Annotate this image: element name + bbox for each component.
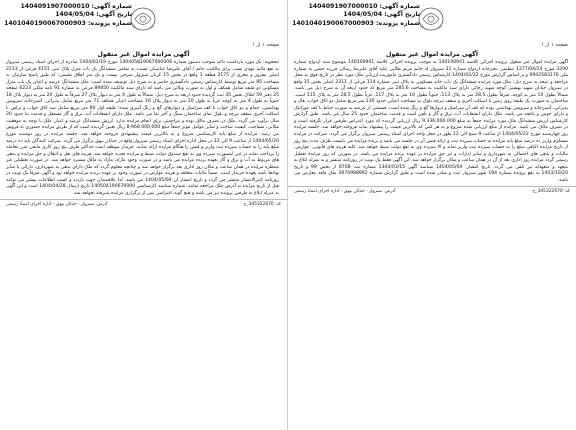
page-number: صفحه ۱ از ۱ [252, 42, 279, 48]
notice-date: تاریخ آگهی: 1404/05/04 [55, 11, 132, 19]
emblem-seal-icon [126, 4, 160, 34]
page-header [288, 0, 576, 48]
notice-metadata [4, 3, 132, 28]
notice-number: شماره آگهی: 1404091907000010 [308, 3, 420, 10]
notice-number: شماره آگهی: 1404091907000010 [20, 3, 132, 10]
page-number: صفحه ۱ از ۱ [541, 42, 568, 48]
notice-title: آگهی مزایده اموال غیر منقول [385, 51, 478, 58]
notice-date: تاریخ آگهی: 1404/05/04 [343, 11, 420, 19]
emblem-seal-icon [414, 4, 448, 34]
notice-metadata [292, 3, 420, 28]
page-footer [288, 186, 576, 195]
case-number: شماره پرونده: 1401040190067000903 [292, 19, 420, 27]
footer-address: آدرس: سبزوار - خیابان بیهق - اداره اجرای اسناد رسمی [6, 202, 108, 208]
notice-body: آگهی مزایده اموال غیر منقول پرونده اجرائی کلاسه 140100941 به موجب پرونده اجرائی کلاسه 140100941 موضوع سند ازدواج شماره 3290 مورخ 1377/04/24 تنظیمی دفترخانه ازدواج شماره 31 سبزوار له خانم مریم طالبی علیه آقای علیرضا رضائی فرزند حسن به شماره ملی 0942583176 و بر اساس گزارش مورخ 1404/02/22 کارشناس رسمی دادگستری ماموریت ارزیابی ملک مورد نظر در تاریخ فوق به محل مراجعه و نتیجه به شرح ذیل: ملک مورد مزایده ششدانگ یک باب خانه مسکونی به پلاک ثبتی شماره 114 فرعی از 2311 اصلی بخش 15 واقع در سبزوار خیابان شهید بهشتی کوچه شهید رجائی دارای سند مالکیت به مساحت 285.6 متر مربع که حدود اربعه آن به شرح ذیل می باشد: شمالاً بطول 10 متر به کوچه، شرقاً بطول 28.5 متر به پلاک 113، جنوباً بطول 10 متر به پلاک 117، غرباً بطول 28.5 متر به پلاک 115 است. ساختمان به صورت یک طبقه روی زمین با اسکلت آجری و سقف تیرچه بلوک به مساحت اعیانی حدود 130 متر مربع شامل دو اتاق خواب، هال و پذیرایی، آشپزخانه و سرویس بهداشتی بوده که کف آن سرامیک و دیوارها گچ و رنگ شده است. قسمتی از عرصه به صورت حیاط با کف موزائیک و دارای حوض و باغچه می باشد. ملک دارای انشعابات آب، برق و گاز و تلفن است و قدمت ساختمان حدود 25 سال می باشد. طبق گزارش کارشناس ارزش ششدانگ ملک مورد مزایده جمعاً به مبلغ 9.336.000.000 ریال ارزیابی گردیده که مورد اعتراض طرفین قرار نگرفته است و در تصرف مالک می باشد. مزایده از مبلغ ارزیابی شده شروع و به هر کس که بالاترین قیمت را پیشنهاد نماید فروخته خواهد شد. جلسه مزایده روز چهارشنبه مورخ 1404/05/22 از ساعت 9 صبح الی 12 ظهر در محل واحد اجرای اسناد رسمی سبزوار برگزار می گردد. شرکت در مزایده مستلزم واریز ده درصد مبلغ پایه مزایده به حساب سپرده ثبت و ارائه فیش آن در جلسه می باشد و برنده مزایده می بایست ظرف مدت پنج روز از تاریخ مزایده الباقی مبلغ را به حساب سپرده ثبت واریز نماید و الا سپرده وی به نفع دولت ضبط خواهد شد. کلیه هزینه های قانونی، عوارض، مالیات و بدهی های احتمالی به شهرداری و سایر ادارات و نیز حق مزایده بر عهده برنده مزایده می باشد. در صورتی که روز مزایده تعطیل رسمی گردد مزایده روز اداری بعد از آن در همان ساعت و مکان برگزار خواهد شد. این آگهی فقط یک نوبت در روزنامه منتشر و به منزله ابلاغ به متعهد و متعهدله نیز تلقی می گردد. تاریخ انتشار: 1404/05/04 شناسه آگهی 1344/03/15 شماره ثبت 8768 از بخش 99 و تاریخ 1403/10/20 به نفع پرونده شماره 194 شهر سبزوار ثبت و صادر شده است و طبق گزارش شماره 3070998992 ملک فاقد معارض می باشد. [294, 60, 569, 183]
footer-address: آدرس: سبزوار - خیابان بیهق - اداره اجرای اسناد رسمی [294, 189, 396, 195]
footer-code: کد: 345322670_ح [243, 202, 281, 208]
case-number: شماره پرونده: 1401040190067000903 [4, 19, 132, 27]
document-page-right [288, 0, 576, 430]
page-footer [0, 199, 287, 208]
footer-code: کد: 345322670_ح [532, 189, 570, 195]
notice-body: محجوبه: یک مورد بازداشت دائم بموجب دستور شماره 140405819067000006 مورخ 1404/01/19 صادره از اجرای اسناد رسمی سبزوار به نفع مالیه مهدی نسب برای مالکیت خانم / آقای علیرضا عباسیان نسبت به تمامی ششدانگ یک باب منزل پلاک ثبتی 4151 فرعی از 2213 اصلی مفروز و مجزی از 2175 قطعه 1 واقع در بخش 15 کزیان سبزوار شرحی بیست و یک متر اطاق نشیمن؛ که طبق پاسخ سازمان به مساحت 85 متر مربع توسط کارشناس رسمی دادگستری حاضر و به شرح ذیل توصیف شده است: ملک ششدانگ عرصه و اعیان یک باب منزل مسکونی دو طبقه شامل همکف و اول به صورت ویلائی می باشد که دارای سند مالکیت 89850 فرعی به شماره 91 نامه ملکی 6223 صفحه 25 دفتر 59 املاک بخش 35 ثبت گردیده حدود اربعه به شرح ذیل: شمالاً به طول 4 متر به دیوار پلاک 27 شرقاً به طول 20 متر به دیوار پلاک 18 جنوباً به طول 4 متر به کوچه غرباً به طول 20 متر به دیوار پلاک 16 مساحت اعیان همکف 71 متر مربع شامل پذیرائی، آشپزخانه، سرویس بهداشتی، حمام و دو اتاق خواب با کف سرامیک و دیوارهای گچ و رنگ آمیزی شده؛ طبقه اول 80 متر مربع شامل سه اتاق خواب و تراس با اسکلت آجری سقف تیرچه و بلوک نمای ساختمان سنگ و آجر نما می باشد. ملک دارای انشعابات آب، برق و گاز مستقل و قدمت بنا حدود 20 سال برآورد می گردد. ملک در تصرف مالک بوده و مزاحمتی برای انجام مزایده ندارد. ارزش ششدانگ عرصه و اعیان ملک با توجه به موقعیت مکانی، مساحت، کیفیت ساخت و سایر عوامل موثر جمعاً مبلغ 8.968.000.000 ریال تعیین گردیده است که از طریق مزایده حضوری به فروش می رسد. مزایده از مبلغ پایه کارشناسی شروع و به بالاترین قیمت پیشنهادی فروخته خواهد شد. جلسه مزایده در روز دوشنبه مورخ 1404/05/20 از ساعت 9 الی 12 در محل اداره اجرای اسناد رسمی سبزوار واقع در خیابان بیهق برگزار می گردد. شرکت کنندگان باید ده درصد مبلغ پایه را به حساب سپرده ثبت واریز و فیش را هنگام مزایده ارائه نمایند. خریدار موظف است حداکثر ظرف پنج روز کاری مابقی ثمن معامله را پرداخت نماید در غیر اینصورت سپرده وی به نفع صندوق دولت ضبط و مزایده تجدید خواهد شد. هزینه های نقل و انتقال و حق مزایده و بدهی های مربوط به آب و برق و گاز بعهده برنده مزایده می باشد و در صورت وجود مازاد، مازاد به مالک مسترد خواهد شد. در صورت تعطیلی غیر منتظره مزایده در همان ساعت و مکان روز اداری بعد برگزار خواهد شد و چنانچه معلوم گردد که ملک دارای بدهی به شهرداری، دارائی یا سایر نهادها باشد بعهده خریدار است. ضمناً مالیات متعلقه و هزینه عوارض در صورت وجود بر عهده برنده مزایده خواهد بود و آگهی صرفاً یک نوبت در روزنامه کثیرالانتشار منتشر می گردد و تاریخ انتشار آن 1404/05/04 می باشد. لذا علاقمندان جهت بازدید و کسب اطلاعات بیشتر می توانند قبل از تاریخ مزایده به آدرس ملک مراجعه نمایند. شماره شناسه کارشناسی 140504190670000 تاریخ ارسال 1404/04/28 است و این آگهی به منزله ابلاغ به طرفین پرونده نیز می باشد و هیچ گونه اعتراضی پس از برگزاری مزایده پذیرفته نخواهد شد. [6, 60, 280, 196]
notice-title: آگهی مزایده اموال غیر منقول [97, 51, 190, 58]
page-header [0, 0, 287, 48]
